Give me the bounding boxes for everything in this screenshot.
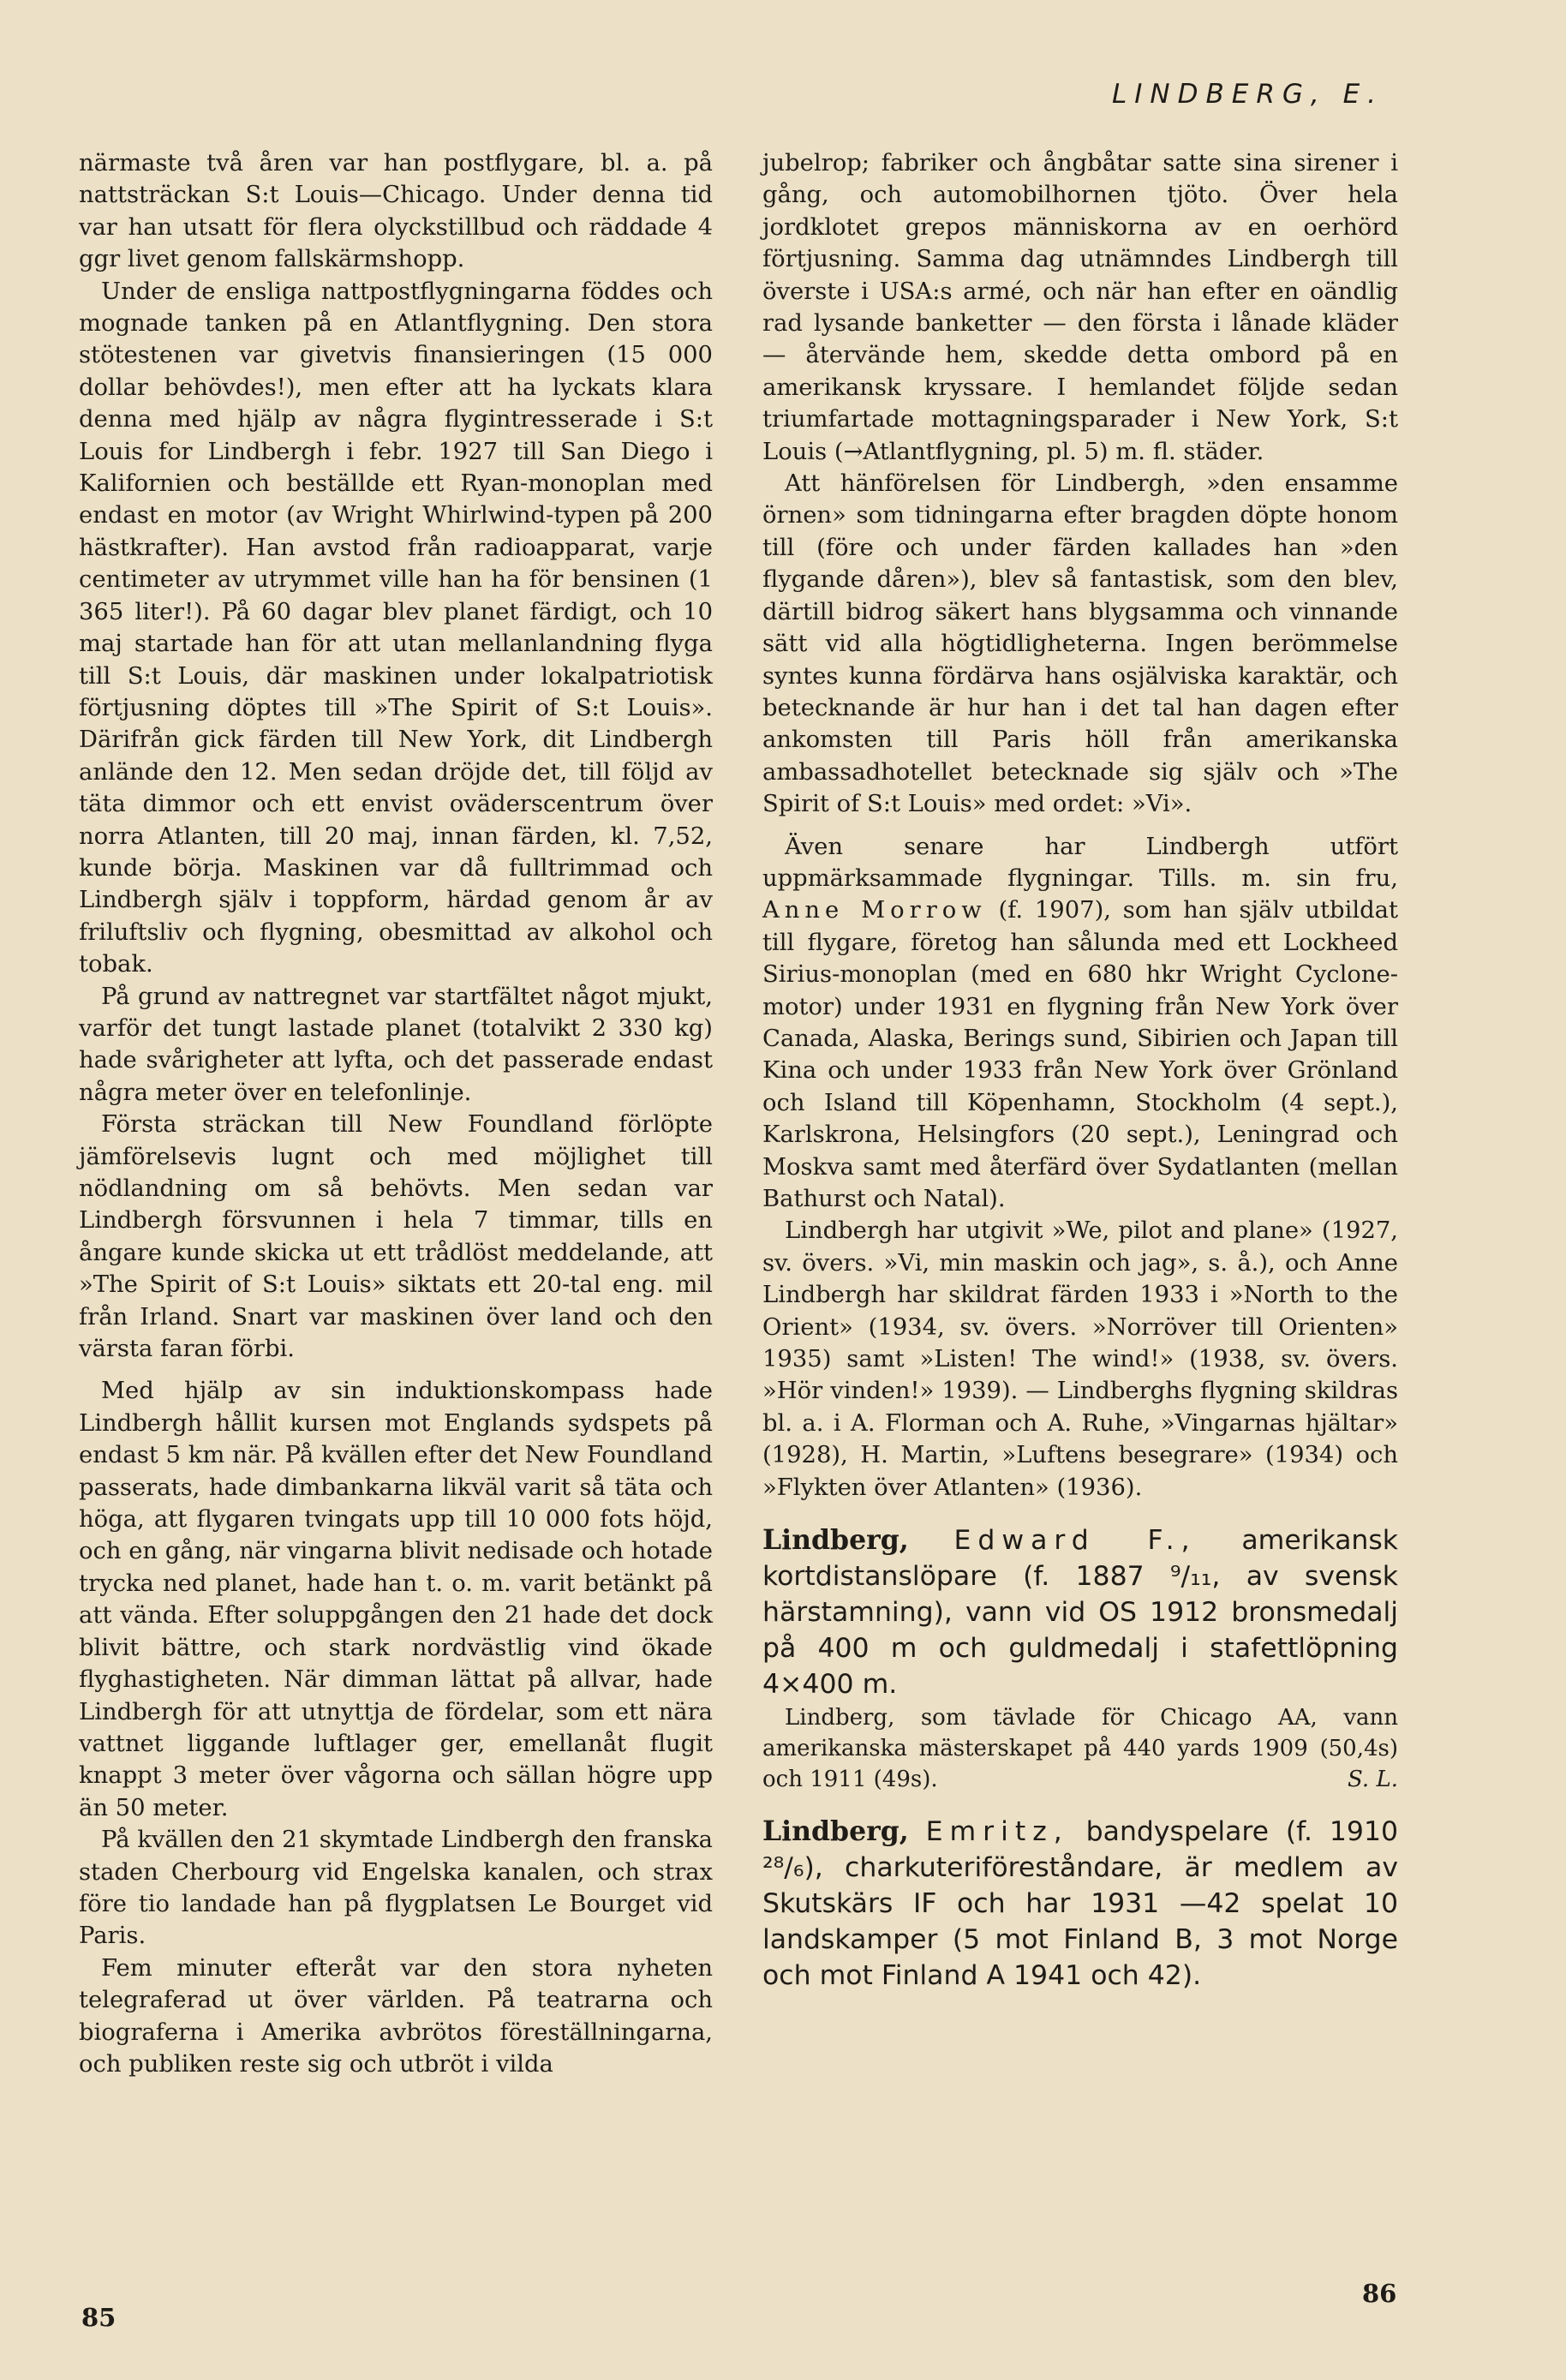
left-paragraph-7: Fem minuter efteråt var den stora nyheten telegraferad ut över världen. På teatrarna och biograferna i Amerika avbrötos föreställningarna, och publiken reste sig och utbröt i vilda	[79, 1954, 713, 2078]
entry-headword: Lindberg,	[762, 1524, 909, 1557]
entry-headword: Lindberg,	[762, 1815, 909, 1848]
entry-spaced-name: Edward F.,	[953, 1525, 1197, 1557]
entry-note	[762, 1702, 1398, 1795]
left-paragraph-4: Första sträckan till New Foundland förlöpte jämförelsevis lugnt och med möjlighet till nödlandning om så behövts. Men sedan var Lindbergh försvunnen i hela 7 timmar, tills en ångare kunde skicka ut ett trådlöst meddelande, att »The Spirit of S:t Louis» siktats ett 20-tal eng. mil från Irland. Snart var maskinen över land och den värsta faran förbi.	[79, 1111, 713, 1363]
page-number-left: 85	[81, 2303, 117, 2332]
entry-emritz-lindberg	[762, 1814, 1398, 1994]
left-paragraph-5: Med hjälp av sin induktionskompass hade Lindbergh hållit kursen mot Englands sydspets på endast 5 km när. På kvällen efter det New Foundland passerats, hade dimbankarna likväl varit så täta och höga, att flygaren tvingats upp till 10 000 fots höjd, och en gång, när vingarna blivit nedisade och hotade trycka ned planet, hade han t. o. m. varit betänkt på att vända. Efter soluppgången den 21 hade det dock blivit bättre, och stark nordvästlig vind ökade flyghastigheten. När dimman lättat på allvar, hade Lindbergh för att utnyttja de fördelar, som ett nära vattnet liggande luftlager ger, emellanåt flugit knappt 3 meter över vågorna och sällan högre upp än 50 meter.	[79, 1378, 713, 1821]
right-paragraph-3-end: (f. 1907), som han själv utbildat till flygare, företog han sålunda med ett Lockheed Sirius-monoplan (med en 680 hkr Wright Cyclone-motor) under 1931 en flygning från New York över Canada, Alaska, Berings sund, Sibirien och Japan till Kina och under 1933 från New York över Grönland och Island till Köpenhamn, Stockholm (4 sept.), Karlskrona, Helsingfors (20 sept.), Leningrad och Moskva samt med återfärd över Sydatlanten (mellan Bathurst och Natal).	[762, 897, 1398, 1212]
right-paragraph-4: Lindbergh har utgivit »We, pilot and plane» (1927, sv. övers. »Vi, min maskin och jag», s. å.), och Anne Lindbergh har skildrat färden 1933 i »North to the Orient» (1934, sv. övers. »Norröver till Orienten» 1935) samt »Listen! The wind!» (1938, sv. övers. »Hör vinden!» 1939). — Lindberghs flygning skildras bl. a. i A. Florman och A. Ruhe, »Vingarnas hjältar» (1928), H. Martin, »Luftens besegrare» (1934) och »Flykten över Atlanten» (1936).	[762, 1217, 1398, 1501]
left-paragraph-1: närmaste två åren var han postflygare, bl. a. på nattsträckan S:t Louis—Chicago. Under denna tid var han utsatt för flera olyckstillbud och räddade 4 ggr livet genom fallskärmshopp.	[79, 150, 713, 273]
page-number-right: 86	[1362, 2279, 1397, 2308]
right-column	[762, 147, 1398, 1994]
running-head: LINDBERG, E.	[1112, 79, 1384, 110]
entry-spaced-name: Emritz,	[925, 1816, 1069, 1848]
right-paragraph-3	[762, 831, 1398, 1216]
entry-note-text: Lindberg, som tävlade för Chicago AA, vann amerikanska mästerskapet på 440 yards 1909 (50,4s) och 1911 (49s).	[762, 1705, 1398, 1793]
entry-text: bandyspelare (f. 1910 ²⁸/₆), charkuteriföreståndare, är medlem av Skutskärs IF och har 1931 —42 spelat 10 landskamper (5 mot Finland B, 3 mot Norge och mot Finland A 1941 och 42).	[762, 1816, 1399, 1992]
left-column	[79, 147, 713, 2080]
left-paragraph-2: Under de ensliga nattpostflygningarna föddes och mognade tanken på en Atlantflygning. Den stora stötestenen var givetvis finansieringen (15 000 dollar behövdes!), men efter att ha lyckats klara denna med hjälp av några flygintresserade i S:t Louis for Lindbergh i febr. 1927 till San Diego i Kalifornien och beställde ett Ryan-monoplan med endast en motor (av Wright Whirlwind-typen på 200 hästkrafter). Han avstod från radioapparat, varje centimeter av utrymmet ville han ha för bensinen (1 365 liter!). På 60 dagar blev planet färdigt, och 10 maj startade han för att utan mellanlandning flyga till S:t Louis, där maskinen under lokalpatriotisk förtjusning döptes till »The Spirit of S:t Louis». Därifrån gick färden till New York, dit Lindbergh anlände den 12. Men sedan dröjde det, till följd av täta dimmor och ett envist oväderscentrum över norra Atlanten, till 20 maj, innan färden, kl. 7,52, kunde börja. Maskinen var då fulltrimmad och Lindbergh själv i toppform, härdad genom år av friluftsliv och flygning, obesmittad av alkohol och tobak.	[79, 278, 713, 978]
left-paragraph-3: På grund av nattregnet var startfältet något mjukt, varför det tungt lastade planet (totalvikt 2 330 kg) hade svårigheter att lyfta, och det passerade endast några meter över en telefonlinje.	[79, 983, 713, 1106]
right-paragraph-1: jubelrop; fabriker och ångbåtar satte sina sirener i gång, och automobilhornen tjöto. Över hela jordklotet grepos människorna av en oerhörd förtjusning. Samma dag utnämndes Lindbergh till överste i USA:s armé, och när han efter en oändlig rad lysande banketter — den första i lånade kläder — återvände hem, skedde detta ombord på en amerikansk kryssare. I hemlandet följde sedan triumfartade mottagningsparader i New York, S:t Louis (→Atlantflygning, pl. 5) m. fl. städer.	[762, 150, 1398, 465]
right-paragraph-3-start: Även senare har Lindbergh utfört uppmärksammade flygningar. Tills. m. sin fru,	[762, 833, 1398, 892]
entry-text: amerikansk kortdistanslöpare (f. 1887 ⁹/₁₁, av svensk härstamning), vann vid OS 1912 bronsmedalj på 400 m och guldmedalj i stafettlöpning 4×400 m.	[762, 1525, 1399, 1701]
entry-edward-lindberg	[762, 1522, 1398, 1702]
author-signature: S. L.	[1348, 1767, 1398, 1793]
left-paragraph-6: På kvällen den 21 skymtade Lindbergh den franska staden Cherbourg vid Engelska kanalen, och strax före tio landade han på flygplatsen Le Bourget vid Paris.	[79, 1827, 713, 1950]
spaced-name-anne-morrow: Anne Morrow	[762, 897, 987, 924]
right-paragraph-2: Att hänförelsen för Lindbergh, »den ensamme örnen» som tidningarna efter bragden döpte honom till (före och under färden kallades han »den flygande dåren»), blev så fantastisk, som den blev, därtill bidrog säkert hans blygsamma och vinnande sätt vid alla högtidligheterna. Ingen berömmelse syntes kunna fördärva hans osjälviska karaktär, och betecknande är hur han i det tal han dagen efter ankomsten till Paris höll från amerikanska ambassadhotellet betecknade sig själv och »The Spirit of S:t Louis» med ordet: »Vi».	[762, 470, 1398, 818]
